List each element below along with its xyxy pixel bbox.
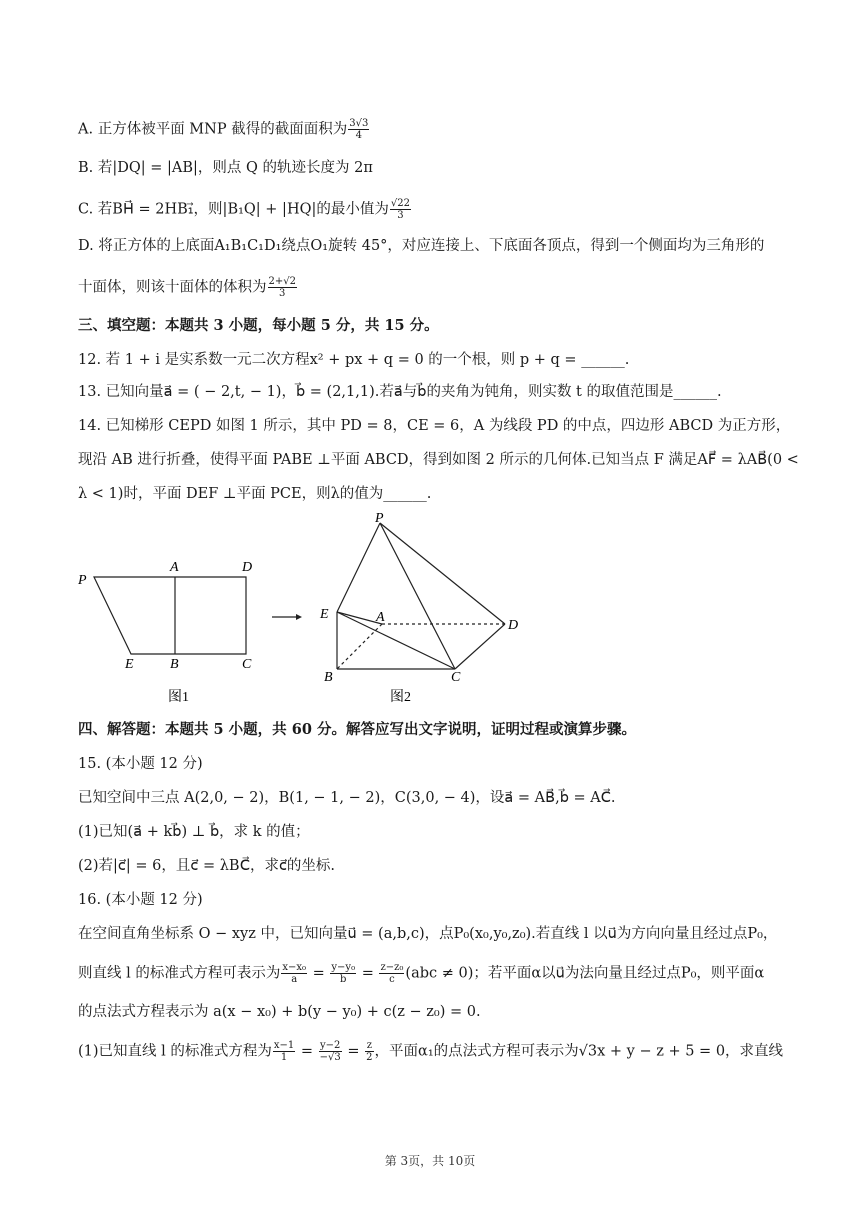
fig2-label-c: C: [451, 670, 461, 685]
fig2-label-p: P: [375, 511, 384, 526]
fig2-edge-pe: [337, 523, 380, 612]
question-15-title: 15. (本小题 12 分): [78, 756, 203, 772]
fig2-caption: 图2: [390, 690, 411, 705]
question-15-stem: 已知空间中三点 A(2,0, − 2)，B(1, − 1, − 2)，C(3,0, − 4)，设a⃗ = AB⃗,b⃗ = AC⃗.: [78, 790, 616, 806]
section3-heading: 三、填空题：本题共 3 小题，每小题 5 分，共 15 分。: [78, 317, 439, 334]
question-14-line1: 14. 已知梯形 CEPD 如图 1 所示，其中 PD = 8，CE = 6，A 为线段 PD 的中点，四边形 ABCD 为正方形，: [78, 418, 791, 434]
question-12: 12. 若 1 + i 是实系数一元二次方程x² + px + q = 0 的一个根，则 p + q = ______.: [78, 352, 630, 368]
option-a-text: A. 正方体被平面 MNP 截得的截面面积为: [78, 121, 348, 138]
page-footer: 第 3页，共 10页: [384, 1154, 476, 1168]
option-c-text: C. 若BH⃗ = 2HB₁⃗，则|B₁Q| + |HQ|的最小值为: [78, 201, 389, 218]
option-a-fraction: $\frac{3√3}{4}$: [349, 118, 369, 141]
question-13: 13. 已知向量a⃗ = ( − 2,t, − 1)，b⃗ = (2,1,1).若a⃗与b⃗的夹角为钝角，则实数 t 的取值范围是______.: [78, 384, 722, 400]
figure-2-drawing: [337, 523, 505, 669]
fig1-label-e: E: [125, 657, 134, 672]
fig2-edge-pd: [380, 523, 505, 624]
question-15-part1: (1)已知(a⃗ + kb⃗) ⊥ b⃗，求 k 的值；: [78, 824, 310, 840]
geometry-figure: [70, 508, 540, 708]
fig1-label-c: C: [242, 657, 252, 672]
option-d-line1: D. 将正方体的上底面A₁B₁C₁D₁绕点O₁旋转 45°，对应连接上、下底面各顶点，得到一个侧面均为三角形的: [78, 238, 765, 254]
fig1-label-p: P: [78, 573, 87, 588]
question-16-line2: 则直线 l 的标准式方程可表示为 $\frac{\text{x−x₀}}{a}$ = $\frac{\text{y−y₀}}{b}$ = $\frac{\text{z−z₀}}{c}$ (abc ≠ 0)；若平面α以u⃗为法向量且经过点P₀，则平面α: [78, 962, 765, 985]
fig1-label-a: A: [170, 560, 179, 575]
section4-heading: 四、解答题：本题共 5 小题，共 60 分。解答应写出文字说明，证明过程或演算步骤。: [78, 721, 636, 738]
fig1-label-d: D: [242, 560, 253, 575]
option-d-line2: 十面体，则该十面体的体积为 $\frac{2+√2}{3}$: [78, 276, 296, 299]
fig2-label-b: B: [324, 670, 333, 685]
figure-1-drawing: [94, 577, 246, 654]
fig1-caption: 图1: [168, 690, 189, 705]
option-d-fraction: $\frac{2+√2}{3}$: [268, 276, 296, 299]
question-14-line3: λ < 1)时，平面 DEF ⊥平面 PCE，则λ的值为______.: [78, 486, 432, 502]
fig1-label-b: B: [170, 657, 179, 672]
fig2-edge-cd: [455, 624, 505, 669]
question-16-title: 16. (本小题 12 分): [78, 892, 203, 908]
question-15-part2: (2)若|c⃗| = 6，且c⃗ = λBC⃗，求c⃗的坐标.: [78, 858, 336, 874]
option-c: [78, 198, 788, 221]
fig2-label-a: A: [376, 610, 385, 625]
option-a: [78, 118, 788, 141]
option-c-fraction: $\frac{√22}{3}$: [390, 198, 410, 221]
fig2-label-e: E: [320, 607, 329, 622]
fig2-edge-pc: [380, 523, 455, 669]
fig2-edge-ec: [337, 612, 455, 669]
fig1-trapezoid: [94, 577, 246, 654]
option-b: B. 若|DQ| = |AB|，则点 Q 的轨迹长度为 2π: [78, 160, 373, 176]
question-16-line1: 在空间直角坐标系 O − xyz 中，已知向量u⃗ = (a,b,c)，点P₀(x₀,y₀,z₀).若直线 l 以u⃗为方向向量且经过点P₀，: [78, 926, 778, 942]
fold-arrow-icon: [272, 614, 302, 620]
question-16-line4: (1)已知直线 l 的标准式方程为 $\frac{x-1}{1}$ = $\frac{y-2}{-√3}$ = $\frac{z}{2}$ ，平面α₁的点法式方程可表示为√3x + y − z + 5 = 0，求直线: [78, 1040, 784, 1063]
question-16-line3: 的点法式方程表示为 a(x − x₀) + b(y − y₀) + c(z − z₀) = 0.: [78, 1004, 481, 1020]
question-14-line2: 现沿 AB 进行折叠，使得平面 PABE ⊥平面 ABCD，得到如图 2 所示的几何体.已知当点 F 满足AF⃗ = λAB⃗(0 <: [78, 452, 799, 468]
fig2-label-d: D: [508, 618, 519, 633]
